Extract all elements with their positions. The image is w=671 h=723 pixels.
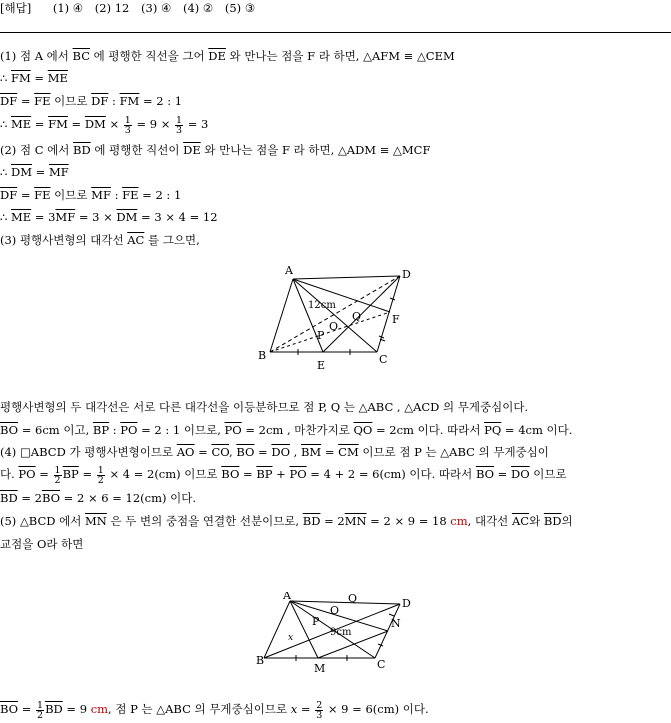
segment: $\overline{AC}$ (511, 514, 530, 528)
fraction: $\frac{1}{3}$ (124, 114, 131, 136)
segment: $\overline{BD}$ (73, 143, 91, 157)
segment: $\overline{QO}$ (353, 423, 373, 437)
segment: $\overline{BM}$ (300, 445, 322, 459)
segment: $\overline{BO}$ (236, 445, 255, 459)
text: = 9 (62, 702, 91, 716)
segment: $\overline{CO}$ (211, 445, 229, 459)
text: = 3 (184, 117, 209, 131)
segment: $\overline{PO}$ (224, 423, 242, 437)
segment: $\overline{BP}$ (92, 423, 110, 437)
label-o: O (329, 320, 339, 333)
text-line (0, 70, 68, 86)
answer-item: (5) ③ (224, 1, 256, 15)
text: = (30, 71, 48, 85)
text: = (17, 188, 35, 202)
text: = 4 + 2 = 6(cm) 이다. 따라서 (306, 467, 476, 481)
text: (1) 점 A 에서 (0, 49, 73, 63)
segment: $\overline{PO}$ (120, 423, 138, 437)
segment: $\overline{MF}$ (55, 210, 76, 224)
text: 이므로 점 P 는 △ABC 의 무게중심이 (358, 445, 549, 459)
text: = 2 : 1 (138, 188, 182, 202)
text-line (0, 490, 196, 506)
unit-red: cm (450, 514, 468, 528)
answer-item: (2) 12 (94, 1, 130, 15)
variable: x (290, 702, 298, 716)
segment: $\overline{DE}$ (208, 49, 226, 63)
text: = (194, 445, 212, 459)
segment: $\overline{DM}$ (84, 117, 106, 131)
label-d: D (402, 268, 411, 281)
segment: $\overline{BP}$ (62, 467, 79, 481)
text: = 2 (320, 514, 345, 528)
segment: $\overline{FE}$ (34, 94, 51, 108)
segment: $\overline{DF}$ (91, 94, 109, 108)
text-line (0, 422, 572, 438)
text: = 2cm 이다. 따라서 (372, 423, 485, 437)
text: 이므로 (529, 467, 567, 481)
text-line (0, 399, 528, 415)
label-m: M (314, 662, 326, 675)
segment: $\overline{DF}$ (0, 188, 18, 202)
text-line (0, 187, 181, 203)
segment: $\overline{MF}$ (48, 165, 69, 179)
label-p: P (317, 329, 325, 342)
segment: $\overline{DE}$ (183, 143, 201, 157)
segment: $\overline{BO}$ (41, 491, 61, 505)
label-x: x (288, 633, 294, 643)
segment: $\overline{DM}$ (116, 210, 138, 224)
text: : (109, 423, 121, 437)
side-ad (290, 601, 400, 604)
text: = 2 × 6 = 12(cm) 이다. (60, 491, 196, 505)
text-line (0, 48, 455, 64)
text: = 3 (31, 210, 56, 224)
fraction: $\frac{1}{2}$ (54, 464, 61, 486)
text: 이므로 (50, 188, 92, 202)
segment: $\overline{AO}$ (176, 445, 195, 459)
segment: $\overline{FM}$ (10, 71, 31, 85)
text: 의 (561, 514, 573, 528)
text: = 9 × (132, 117, 175, 131)
segment: $\overline{ME}$ (47, 71, 68, 85)
label-a: A (283, 592, 291, 602)
fraction: $\frac{1}{3}$ (176, 114, 183, 136)
segment-mn (318, 631, 388, 658)
label-c: C (377, 658, 386, 671)
text: : (110, 188, 123, 202)
text: ∴ (0, 210, 11, 224)
text-line (0, 209, 218, 225)
text: = 3 × (75, 210, 117, 224)
text: = 2 (17, 491, 42, 505)
text: + (272, 467, 290, 481)
text: 은 두 변의 중점을 연결한 선분이므로, (106, 514, 303, 528)
label-b: B (256, 654, 265, 667)
label-n: N (391, 617, 401, 630)
label-f: F (392, 313, 400, 326)
fraction: $\frac{2}{3}$ (316, 699, 323, 721)
segment: $\overline{FM}$ (119, 94, 140, 108)
segment: $\overline{BC}$ (72, 49, 91, 63)
unit-red: cm (90, 702, 109, 716)
text: = (35, 467, 53, 481)
text-line (0, 164, 69, 180)
text: = (239, 467, 257, 481)
segment: $\overline{BO}$ (221, 467, 240, 481)
label-d: D (402, 597, 411, 610)
text: = (494, 467, 511, 481)
text: (3) 평행사변형의 대각선 (0, 233, 128, 247)
label-o: O (330, 604, 340, 617)
label-p: P (312, 615, 320, 628)
segment: $\overline{FM}$ (48, 117, 68, 131)
segment: $\overline{BD}$ (45, 702, 63, 716)
segment: $\overline{FE}$ (122, 188, 139, 202)
figure-parallelogram-1 (250, 262, 420, 374)
label-b: B (258, 349, 267, 362)
segment: $\overline{DM}$ (10, 165, 32, 179)
label-length: 12cm (308, 300, 336, 311)
answer-line (0, 0, 255, 16)
segment: $\overline{BO}$ (0, 702, 19, 716)
text: × 9 = 6(cm) 이다. (324, 702, 429, 716)
text: = 2 × 9 = 18 (366, 514, 451, 528)
label-e: E (317, 359, 326, 372)
segment: $\overline{MF}$ (91, 188, 111, 202)
text-line (0, 697, 429, 721)
diagonal-ac (293, 279, 377, 352)
label-length: 9cm (330, 627, 352, 638)
text: , (290, 445, 301, 459)
answer-label: [해답] (0, 1, 32, 15)
text: × (105, 117, 123, 131)
fraction: $\frac{1}{2}$ (97, 464, 104, 486)
text: 이므로 (50, 94, 92, 108)
text: = 4cm 이다. (501, 423, 573, 437)
segment: $\overline{MN}$ (85, 514, 107, 528)
segment: $\overline{AC}$ (127, 233, 145, 247)
text: 를 그으면, (144, 233, 200, 247)
text: ∴ (0, 117, 11, 131)
segment: $\overline{PO}$ (18, 467, 36, 481)
label-c: C (379, 353, 388, 366)
segment: $\overline{ME}$ (10, 210, 32, 224)
text-line (0, 444, 549, 460)
text: (5) △BCD 에서 (0, 514, 86, 528)
text: 와 만나는 점을 F 라 하면, △AFM ≡ △CEM (225, 49, 455, 63)
text: = 6cm 이고, (18, 423, 93, 437)
text-line (0, 232, 200, 248)
text: 교점을 O라 하면 (0, 537, 84, 551)
segment: $\overline{DO}$ (510, 467, 530, 481)
text: = 2 : 1 이므로, (137, 423, 225, 437)
segment: $\overline{CM}$ (338, 445, 359, 459)
text: , 점 P 는 △ABC 의 무게중심이므로 (108, 702, 291, 716)
answer-item: (1) ④ (52, 1, 84, 15)
text: = (78, 467, 96, 481)
figure-parallelogram-2 (250, 592, 425, 682)
text-line (0, 112, 208, 136)
fraction: $\frac{1}{2}$ (37, 699, 44, 721)
segment: $\overline{BD}$ (0, 491, 18, 505)
text: 평행사변형의 두 대각선은 서로 다른 대각선을 이등분하므로 점 P, Q 는 △ABC , △ACD 의 무게중심이다. (0, 400, 529, 414)
segment: $\overline{MN}$ (344, 514, 367, 528)
text: 와 (529, 514, 544, 528)
divider (0, 32, 671, 33)
segment: $\overline{ME}$ (10, 117, 32, 131)
segment: $\overline{BO}$ (0, 423, 19, 437)
label-q: Q (348, 592, 358, 605)
answer-item: (4) ② (182, 1, 214, 15)
text: , 대각선 (467, 514, 512, 528)
text: = (254, 445, 272, 459)
text: = (18, 702, 36, 716)
text-line (0, 536, 83, 552)
text: : (108, 94, 120, 108)
segment: $\overline{BD}$ (302, 514, 321, 528)
segment: $\overline{FE}$ (34, 188, 51, 202)
text: ∴ (0, 71, 11, 85)
segment: $\overline{DF}$ (0, 94, 18, 108)
segment: $\overline{BP}$ (256, 467, 273, 481)
segment-am (290, 601, 318, 658)
text: 에 평행한 직선이 (90, 143, 184, 157)
segment: $\overline{PQ}$ (484, 423, 502, 437)
segment: $\overline{PO}$ (289, 467, 307, 481)
text: ∴ (0, 165, 11, 179)
text: 다. (0, 467, 19, 481)
text: = (297, 702, 315, 716)
side-ad (293, 276, 400, 279)
text: = 3 × 4 = 12 (137, 210, 218, 224)
text: = 2cm , 마찬가지로 (241, 423, 354, 437)
text: = (67, 117, 85, 131)
segment: $\overline{DO}$ (271, 445, 291, 459)
text-line (0, 462, 567, 486)
text: , (229, 445, 237, 459)
text: (2) 점 C 에서 (0, 143, 74, 157)
label-q: Q (352, 310, 362, 323)
text: = (321, 445, 339, 459)
text: = (17, 94, 35, 108)
segment: $\overline{BD}$ (543, 514, 562, 528)
label-a: A (285, 264, 293, 277)
text: × 4 = 2(cm) 이므로 (105, 467, 222, 481)
text: 에 평행한 직선을 그어 (90, 49, 209, 63)
text: = (31, 165, 49, 179)
text-line (0, 93, 182, 109)
answer-item: (3) ④ (141, 1, 172, 15)
text-line (0, 513, 573, 529)
text-line (0, 142, 430, 158)
tick-mark (389, 614, 394, 616)
segment: $\overline{BO}$ (475, 467, 495, 481)
text: 와 만나는 점을 F 라 하면, △ADM ≡ △MCF (200, 143, 431, 157)
text: = 2 : 1 (139, 94, 183, 108)
text: = (31, 117, 49, 131)
text: (4) □ABCD 가 평행사변형이므로 (0, 445, 177, 459)
